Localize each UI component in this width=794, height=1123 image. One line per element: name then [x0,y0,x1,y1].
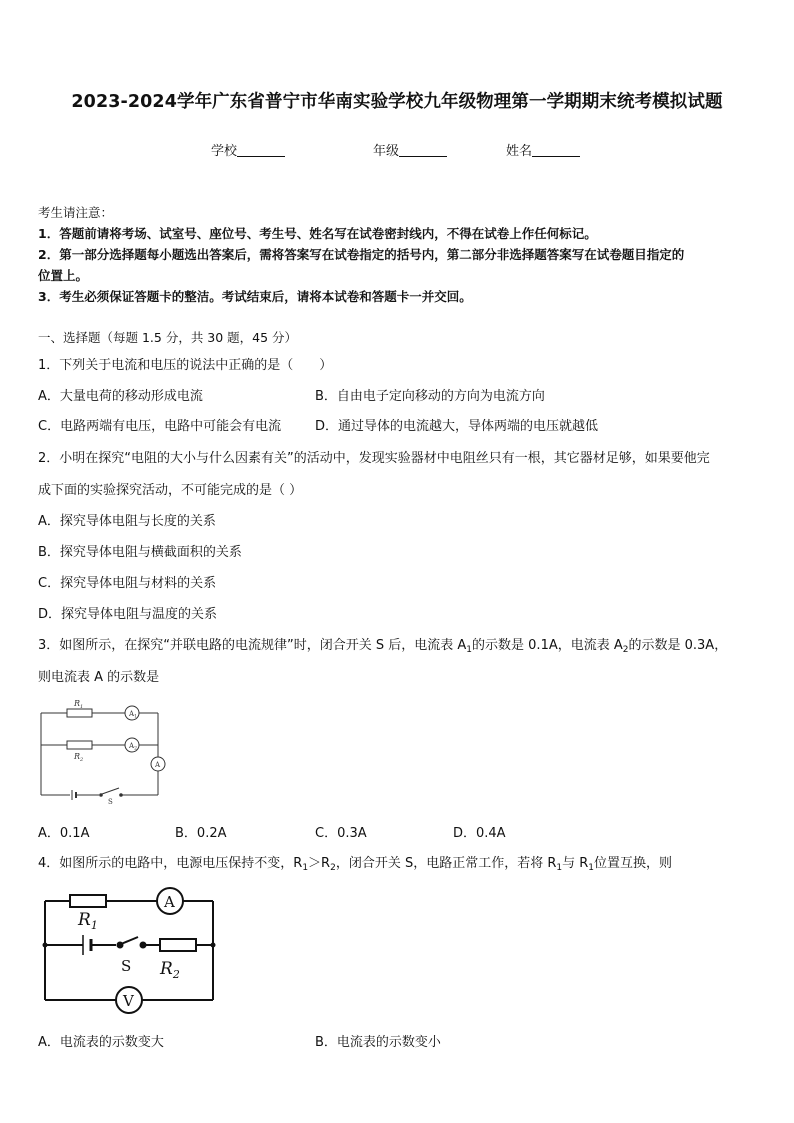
a1-label: $A_1$ [129,710,137,720]
grade-field[interactable] [373,140,447,159]
name-blank[interactable] [532,142,580,157]
q2-stem-line2: 成下面的实验探究活动，不可能完成的是（ ） [38,483,303,498]
school-label: 学校 [211,144,238,159]
r1-resistor [70,895,106,907]
a2-label: $A_2$ [129,742,137,752]
q3-circuit-diagram [36,697,176,807]
q4-option-b[interactable]: B．电流表的示数变小 [315,1035,441,1050]
school-blank[interactable] [237,142,285,157]
name-label: 姓名 [506,144,533,159]
s-label: S [121,957,132,975]
section-heading: 一、选择题（每题 1.5 分，共 30 题，45 分） [38,330,298,345]
q3-stem-line1: 3．如图所示，在探究“并联电路的电流规律”时，闭合开关 S 后，电流表 $A_1$的示数是 0.1A，电流表 $A_2$的示数是 0.3A， [38,638,728,655]
r2-resistor [160,939,196,951]
a-label: A [164,893,175,911]
q4-option-a[interactable]: A．电流表的示数变大 [38,1035,164,1050]
school-field[interactable] [211,140,285,159]
notice-item: 3．考生必须保证答题卡的整洁。考试结束后，请将本试卷和答题卡一并交回。 [38,289,472,304]
grade-blank[interactable] [399,142,447,157]
q1-stem: 1．下列关于电流和电压的说法中正确的是（ ） [38,358,333,373]
switch-blade [121,937,138,944]
notice-item: 1．答题前请将考场、试室号、座位号、考生号、姓名写在试卷密封线内，不得在试卷上作任何标记。 [38,226,597,241]
grade-label: 年级 [373,144,400,159]
notice-heading: 考生请注意： [38,205,114,220]
r2-label: $R_2$ [74,752,84,763]
notice-item: 位置上。 [38,268,89,283]
q1-option-b[interactable]: B．自由电子定向移动的方向为电流方向 [315,389,545,404]
r1-label: $R_1$ [78,910,98,932]
r1-label: $R_1$ [74,699,84,710]
q3-stem-line2: 则电流表 A 的示数是 [38,670,160,685]
r2-resistor [67,741,92,749]
q4-stem: 4．如图所示的电路中，电源电压保持不变，$R_1>R_2$，闭合开关 S，电路正常工作，若将 $R_1$与 $R_1$位置互换，则 [38,856,673,873]
q3-option-d[interactable]: D．0.4A [453,826,506,841]
q1-option-c[interactable]: C．电路两端有电压，电路中可能会有电流 [38,419,282,434]
q2-option-d[interactable]: D．探究导体电阻与温度的关系 [38,607,218,622]
name-field[interactable] [506,140,580,159]
q1-option-d[interactable]: D．通过导体的电流越大，导体两端的电压就越低 [315,419,599,434]
r1-resistor [67,709,92,717]
v-label: V [123,992,134,1010]
r2-label: $R_2$ [160,959,180,981]
q3-option-a[interactable]: A．0.1A [38,826,90,841]
notice-item: 2．第一部分选择题每小题选出答案后，需将答案写在试卷指定的括号内，第二部分非选择题答案写在试卷题目指定的 [38,247,685,262]
page-title: 2023-2024学年广东省普宁市华南实验学校九年级物理第一学期期末统考模拟试题 [71,92,723,112]
switch-blade [102,788,119,794]
s-label: S [108,798,113,806]
q2-option-c[interactable]: C．探究导体电阻与材料的关系 [38,576,217,591]
q2-option-a[interactable]: A．探究导体电阻与长度的关系 [38,514,216,529]
q4-circuit-diagram [40,882,220,1017]
q3-option-b[interactable]: B．0.2A [175,826,227,841]
q3-option-c[interactable]: C．0.3A [315,826,367,841]
q2-stem-line1: 2．小明在探究“电阻的大小与什么因素有关”的活动中，发现实验器材中电阻丝只有一根，其它器材足够，如果要他完 [38,451,710,466]
a-label: A [155,761,161,769]
q2-option-b[interactable]: B．探究导体电阻与横截面积的关系 [38,545,242,560]
q1-option-a[interactable]: A．大量电荷的移动形成电流 [38,389,203,404]
